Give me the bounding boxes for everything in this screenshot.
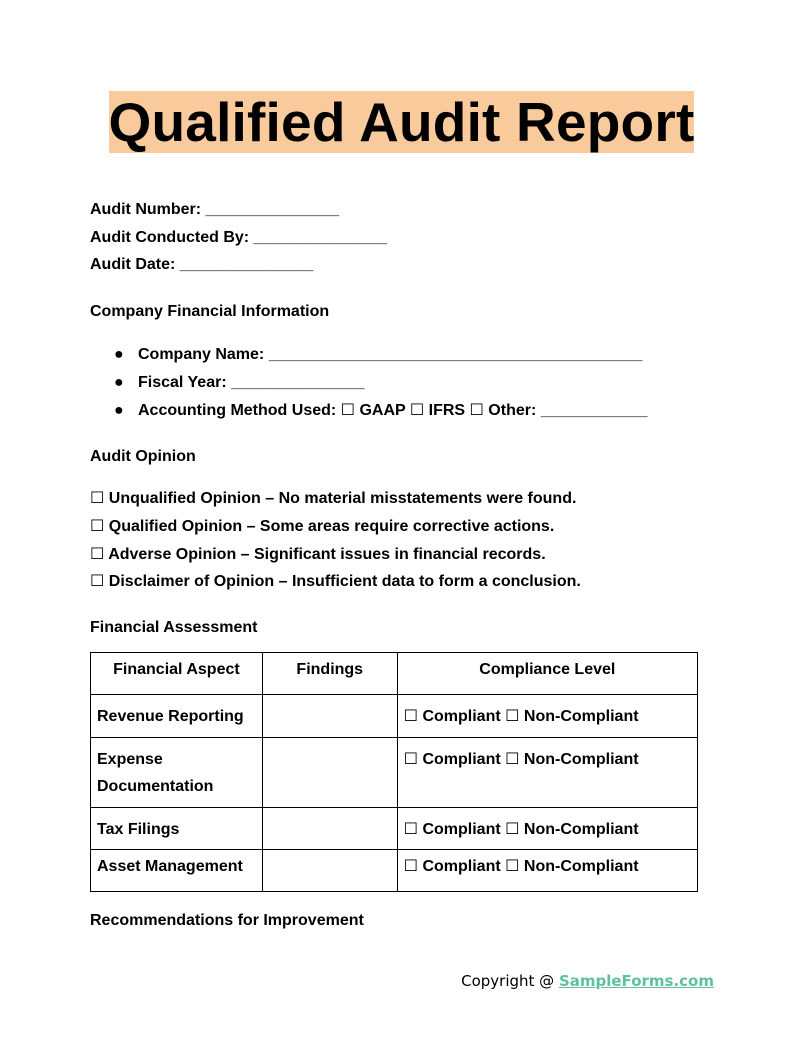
copyright-footer [461,972,714,990]
opinion-option-disclaimer: ☐ Disclaimer of Opinion – Insufficient data to form a conclusion. [90,573,581,590]
opinion-option-unqualified: ☐ Unqualified Opinion – No material misstatements were found. [90,490,577,507]
copyright-prefix: Copyright @ [461,972,559,990]
findings-cell [262,808,397,850]
bullet-icon: ● [114,374,124,391]
bullet-icon: ● [114,402,124,419]
sampleforms-link[interactable]: SampleForms.com [558,972,714,990]
table-row [91,695,698,738]
table-row [91,850,698,892]
table-row [91,808,698,850]
compliance-cell: ☐ Compliant ☐ Non-Compliant [397,695,697,738]
aspect-cell: Expense Documentation [91,738,263,808]
recommendations-heading: Recommendations for Improvement [90,912,364,929]
audit-conducted-by-field: Audit Conducted By: _______________ [90,229,388,246]
aspect-cell: Tax Filings [91,808,263,850]
compliance-cell: ☐ Compliant ☐ Non-Compliant [397,808,697,850]
column-header-aspect: Financial Aspect [91,653,263,695]
assessment-table [90,652,698,892]
compliance-cell: ☐ Compliant ☐ Non-Compliant [397,738,697,808]
opinion-section-heading: Audit Opinion [90,448,196,465]
bullet-icon: ● [114,346,124,363]
column-header-findings: Findings [262,653,397,695]
company-section-heading: Company Financial Information [90,303,330,320]
title-container [0,91,803,153]
findings-cell [262,695,397,738]
assessment-section-heading: Financial Assessment [90,619,258,636]
aspect-cell: Revenue Reporting [91,695,263,738]
table-header-row [91,653,698,695]
audit-date-field: Audit Date: _______________ [90,256,314,273]
company-name-field: Company Name: __________________________________________ [138,346,643,363]
aspect-cell: Asset Management [91,850,263,892]
audit-number-field: Audit Number: _______________ [90,201,340,218]
column-header-compliance: Compliance Level [397,653,697,695]
fiscal-year-field: Fiscal Year: _______________ [138,374,365,391]
opinion-option-adverse: ☐ Adverse Opinion – Significant issues in financial records. [90,546,546,563]
compliance-cell: ☐ Compliant ☐ Non-Compliant [397,850,697,892]
findings-cell [262,738,397,808]
opinion-option-qualified: ☐ Qualified Opinion – Some areas require corrective actions. [90,518,555,535]
accounting-method-field: Accounting Method Used: ☐ GAAP ☐ IFRS ☐ Other: ____________ [138,402,648,419]
table-row [91,738,698,808]
findings-cell [262,850,397,892]
page-title: Qualified Audit Report [108,91,695,153]
